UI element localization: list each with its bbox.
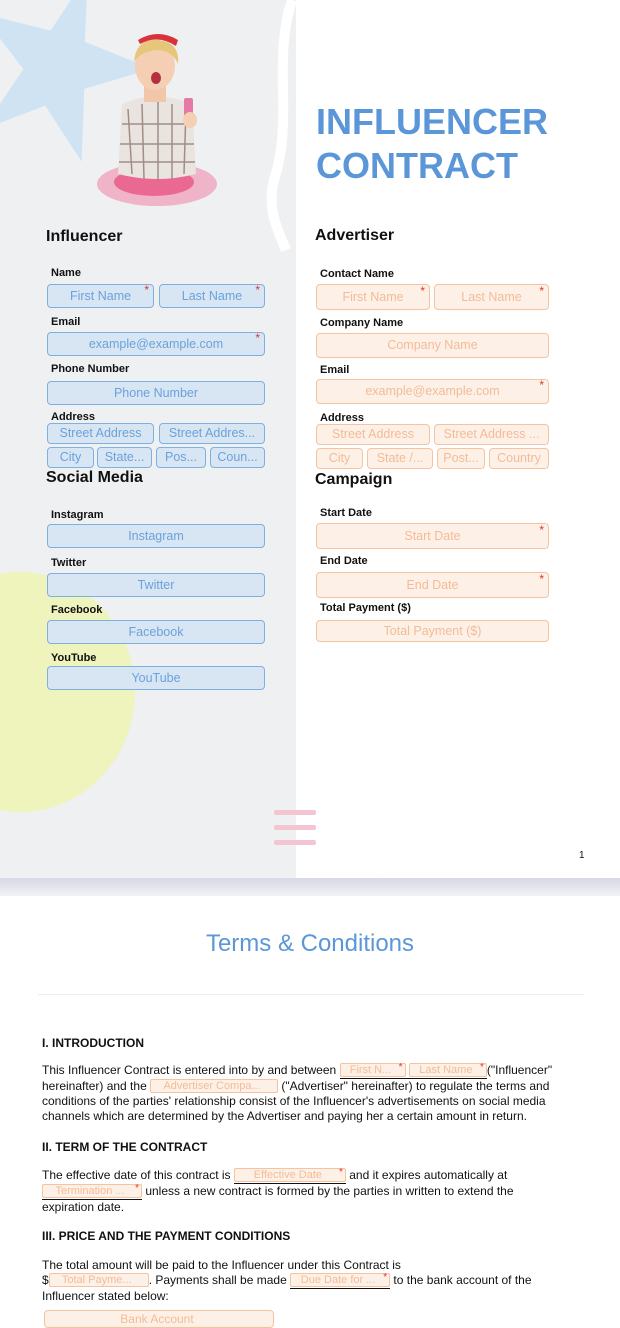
influencer-email-input[interactable]: example@example.com * xyxy=(47,332,265,356)
total-payment-label: Total Payment ($) xyxy=(320,602,411,614)
influencer-phone-input[interactable]: Phone Number xyxy=(47,381,265,405)
total-payment-field[interactable]: Total Payme... xyxy=(49,1273,149,1287)
intro-influencer-first-name-field[interactable]: First N... * xyxy=(340,1063,406,1077)
intro-text-3: hereinafter) and the xyxy=(42,1079,151,1093)
term-text-3: unless a new contract is formed by the parties in written to extend the xyxy=(142,1184,514,1198)
page-separator xyxy=(0,878,620,896)
intro-advertiser-company-field[interactable]: Advertiser Compa... xyxy=(150,1079,278,1093)
twitter-input[interactable]: Twitter xyxy=(47,573,265,597)
price-text-1: The total amount will be paid to the Influencer under this Contract is xyxy=(42,1258,401,1272)
influencer-country-input[interactable]: Coun... xyxy=(210,447,265,468)
price-heading: III. PRICE AND THE PAYMENT CONDITIONS xyxy=(42,1229,291,1243)
term-paragraph xyxy=(42,1168,582,1215)
advertiser-country-input[interactable]: Country xyxy=(489,448,549,469)
curve-decoration-icon xyxy=(262,0,302,250)
start-date-input[interactable]: Start Date * xyxy=(316,523,549,549)
influencer-name-label: Name xyxy=(51,267,81,279)
influencer-heading: Influencer xyxy=(46,228,123,245)
influencer-last-name-input[interactable]: Last Name * xyxy=(159,284,265,308)
influencer-street1-input[interactable]: Street Address xyxy=(47,423,154,444)
total-payment-input[interactable]: Total Payment ($) xyxy=(316,620,549,642)
influencer-first-name-input[interactable]: First Name * xyxy=(47,284,154,308)
social-media-heading: Social Media xyxy=(46,469,143,486)
introduction-paragraph xyxy=(42,1063,582,1124)
price-text-4: Influencer stated below: xyxy=(42,1289,169,1303)
price-paragraph xyxy=(42,1258,582,1328)
influencer-portrait-image xyxy=(92,34,222,214)
advertiser-postal-input[interactable]: Post... xyxy=(437,448,485,469)
terms-divider xyxy=(38,994,584,995)
influencer-city-input[interactable]: City xyxy=(47,447,94,468)
price-text-2: . Payments shall be made xyxy=(148,1273,291,1287)
dollar-sign: $ xyxy=(42,1273,49,1287)
advertiser-state-input[interactable]: State /... xyxy=(367,448,433,469)
influencer-state-input[interactable]: State... xyxy=(97,447,152,468)
advertiser-contact-label: Contact Name xyxy=(320,268,394,280)
influencer-email-label: Email xyxy=(51,316,81,328)
due-date-field[interactable]: Due Date for ... * xyxy=(290,1273,390,1287)
term-text-4: expiration date. xyxy=(42,1200,125,1214)
intro-text-1: This Influencer Contract is entered into by and between xyxy=(42,1063,340,1077)
youtube-label: YouTube xyxy=(51,652,97,664)
facebook-input[interactable]: Facebook xyxy=(47,620,265,644)
term-heading: II. TERM OF THE CONTRACT xyxy=(42,1140,208,1154)
instagram-label: Instagram xyxy=(51,509,104,521)
intro-text-2: ("Influencer" xyxy=(486,1063,553,1077)
introduction-heading: I. INTRODUCTION xyxy=(42,1036,144,1050)
influencer-address-label: Address xyxy=(51,411,96,423)
termination-date-field[interactable]: Termination ... * xyxy=(42,1184,142,1198)
influencer-street2-input[interactable]: Street Addres... xyxy=(159,423,265,444)
twitter-label: Twitter xyxy=(51,557,87,569)
influencer-phone-label: Phone Number xyxy=(51,363,130,375)
pink-stripes-decoration-icon xyxy=(274,808,316,848)
contract-page-2 xyxy=(0,896,620,1326)
term-text-1: The effective date of this contract is xyxy=(42,1168,234,1182)
term-text-2: and it expires automatically at xyxy=(345,1168,508,1182)
campaign-heading: Campaign xyxy=(315,471,393,488)
title-line-1: INFLUENCER xyxy=(316,101,548,142)
company-name-label: Company Name xyxy=(320,317,404,329)
advertiser-street1-input[interactable]: Street Address xyxy=(316,424,430,445)
facebook-label: Facebook xyxy=(51,604,103,616)
end-date-input[interactable]: End Date * xyxy=(316,572,549,598)
page-number: 1 xyxy=(579,850,585,861)
contract-title xyxy=(316,100,606,188)
advertiser-email-label: Email xyxy=(320,364,350,376)
company-name-input[interactable]: Company Name xyxy=(316,333,549,358)
start-date-label: Start Date xyxy=(320,507,372,519)
effective-date-field[interactable]: Effective Date * xyxy=(234,1168,346,1182)
bank-account-field[interactable]: Bank Account xyxy=(44,1310,274,1328)
youtube-input[interactable]: YouTube xyxy=(47,666,265,690)
advertiser-street2-input[interactable]: Street Address ... xyxy=(434,424,549,445)
end-date-label: End Date xyxy=(320,555,368,567)
terms-title: Terms & Conditions xyxy=(205,930,415,957)
intro-influencer-last-name-field[interactable]: Last Name * xyxy=(409,1063,487,1077)
influencer-postal-input[interactable]: Pos... xyxy=(156,447,206,468)
advertiser-city-input[interactable]: City xyxy=(316,448,363,469)
price-text-3: to the bank account of the xyxy=(390,1273,532,1287)
advertiser-first-name-input[interactable]: First Name * xyxy=(316,284,430,310)
advertiser-heading: Advertiser xyxy=(315,227,395,244)
advertiser-address-label: Address xyxy=(320,412,365,424)
intro-text-5: conditions of the parties' relationship consist of the Influencer's advertisements on social media xyxy=(42,1094,546,1108)
instagram-input[interactable]: Instagram xyxy=(47,524,265,548)
title-line-2: CONTRACT xyxy=(316,145,518,186)
advertiser-last-name-input[interactable]: Last Name * xyxy=(434,284,549,310)
intro-text-6: channels which are determined by the Advertiser and paying her a certain amount in return. xyxy=(42,1109,527,1123)
intro-text-4: ("Advertiser" hereinafter) to regulate the terms and xyxy=(278,1079,550,1093)
advertiser-email-input[interactable]: example@example.com * xyxy=(316,379,549,404)
